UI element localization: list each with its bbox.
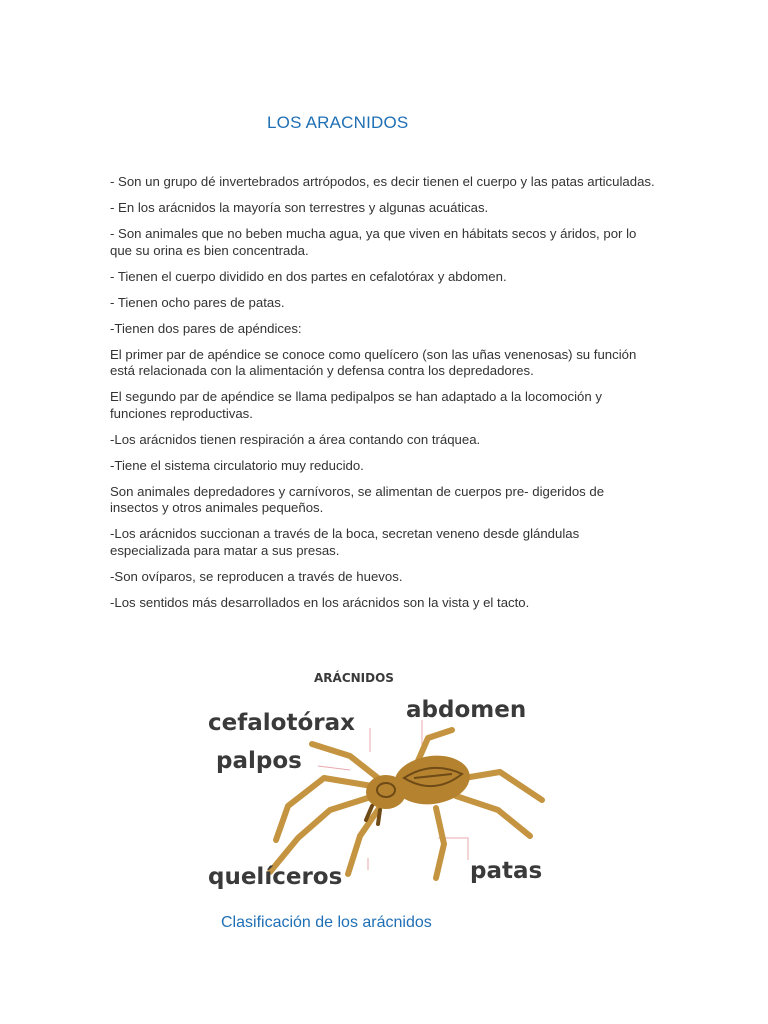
label-patas	[470, 858, 542, 884]
figure-title-text: ARÁCNIDOS	[314, 671, 394, 685]
label-queliceros	[208, 864, 342, 890]
paragraph: -Tiene el sistema circulatorio muy reducido.	[110, 457, 364, 473]
label-abdomen-text: abdomen	[406, 697, 527, 723]
figure-title	[314, 670, 394, 685]
label-palpos-text: palpos	[216, 748, 302, 774]
document-title: LOS ARACNIDOS	[267, 113, 409, 132]
label-queliceros-text: quelíceros	[208, 864, 343, 890]
leader-line	[318, 766, 350, 770]
paragraph: El segundo par de apéndice se llama pedipalpos se han adaptado a la locomoción y funciones reproductivas.	[110, 389, 602, 421]
paragraph: -Los sentidos más desarrollados en los arácnidos son la vista y el tacto.	[110, 594, 530, 610]
paragraph: - Son un grupo dé invertebrados artrópodos, es decir tienen el cuerpo y las patas articuladas.	[110, 174, 655, 189]
paragraph: Son animales depredadores y carnívoros, se alimentan de cuerpos pre- digeridos de insectos y otros animales pequeños.	[110, 483, 605, 516]
spider-diagram	[200, 660, 562, 900]
leg	[348, 804, 382, 874]
paragraph: - Son animales que no beben mucha agua, ya que viven en hábitats secos y áridos, por lo que su orina es bien concentrada.	[110, 225, 637, 258]
leg	[312, 744, 378, 778]
paragraph: -Los arácnidos tienen respiración a área contando con tráquea.	[110, 431, 481, 447]
label-abdomen	[406, 697, 526, 723]
label-cefalotorax-text: cefalotórax	[208, 710, 355, 736]
section-heading: Clasificación de los arácnidos	[221, 914, 432, 931]
document-body	[110, 174, 655, 621]
spider-legs	[270, 730, 542, 878]
label-cefalotorax	[208, 710, 355, 736]
leg	[456, 796, 530, 836]
spider-cephalothorax-shape	[366, 775, 406, 809]
leg	[276, 778, 372, 840]
spider-anatomy-figure	[200, 660, 562, 900]
paragraph: - En los arácnidos la mayoría son terrestres y algunas acuáticas.	[110, 199, 489, 215]
paragraph: - Tienen el cuerpo dividido en dos partes en cefalotórax y abdomen.	[110, 268, 507, 284]
label-patas-text: patas	[470, 858, 543, 884]
chelicera	[378, 810, 380, 824]
paragraph: -Los arácnidos succionan a través de la boca, secretan veneno desde glándulas especializada para matar a sus presas.	[110, 526, 580, 558]
paragraph: -Tienen dos pares de apéndices:	[110, 320, 302, 336]
leg	[436, 808, 444, 878]
label-palpos	[216, 748, 302, 774]
paragraph: -Son ovíparos, se reproducen a través de huevos.	[110, 568, 403, 584]
spider-body	[366, 751, 473, 824]
paragraph: - Tienen ocho pares de patas.	[110, 294, 285, 310]
paragraph: El primer par de apéndice se conoce como quelícero (son las uñas venenosas) su función está relacionada con la alimentación y defensa contra los depredadores.	[110, 346, 637, 379]
